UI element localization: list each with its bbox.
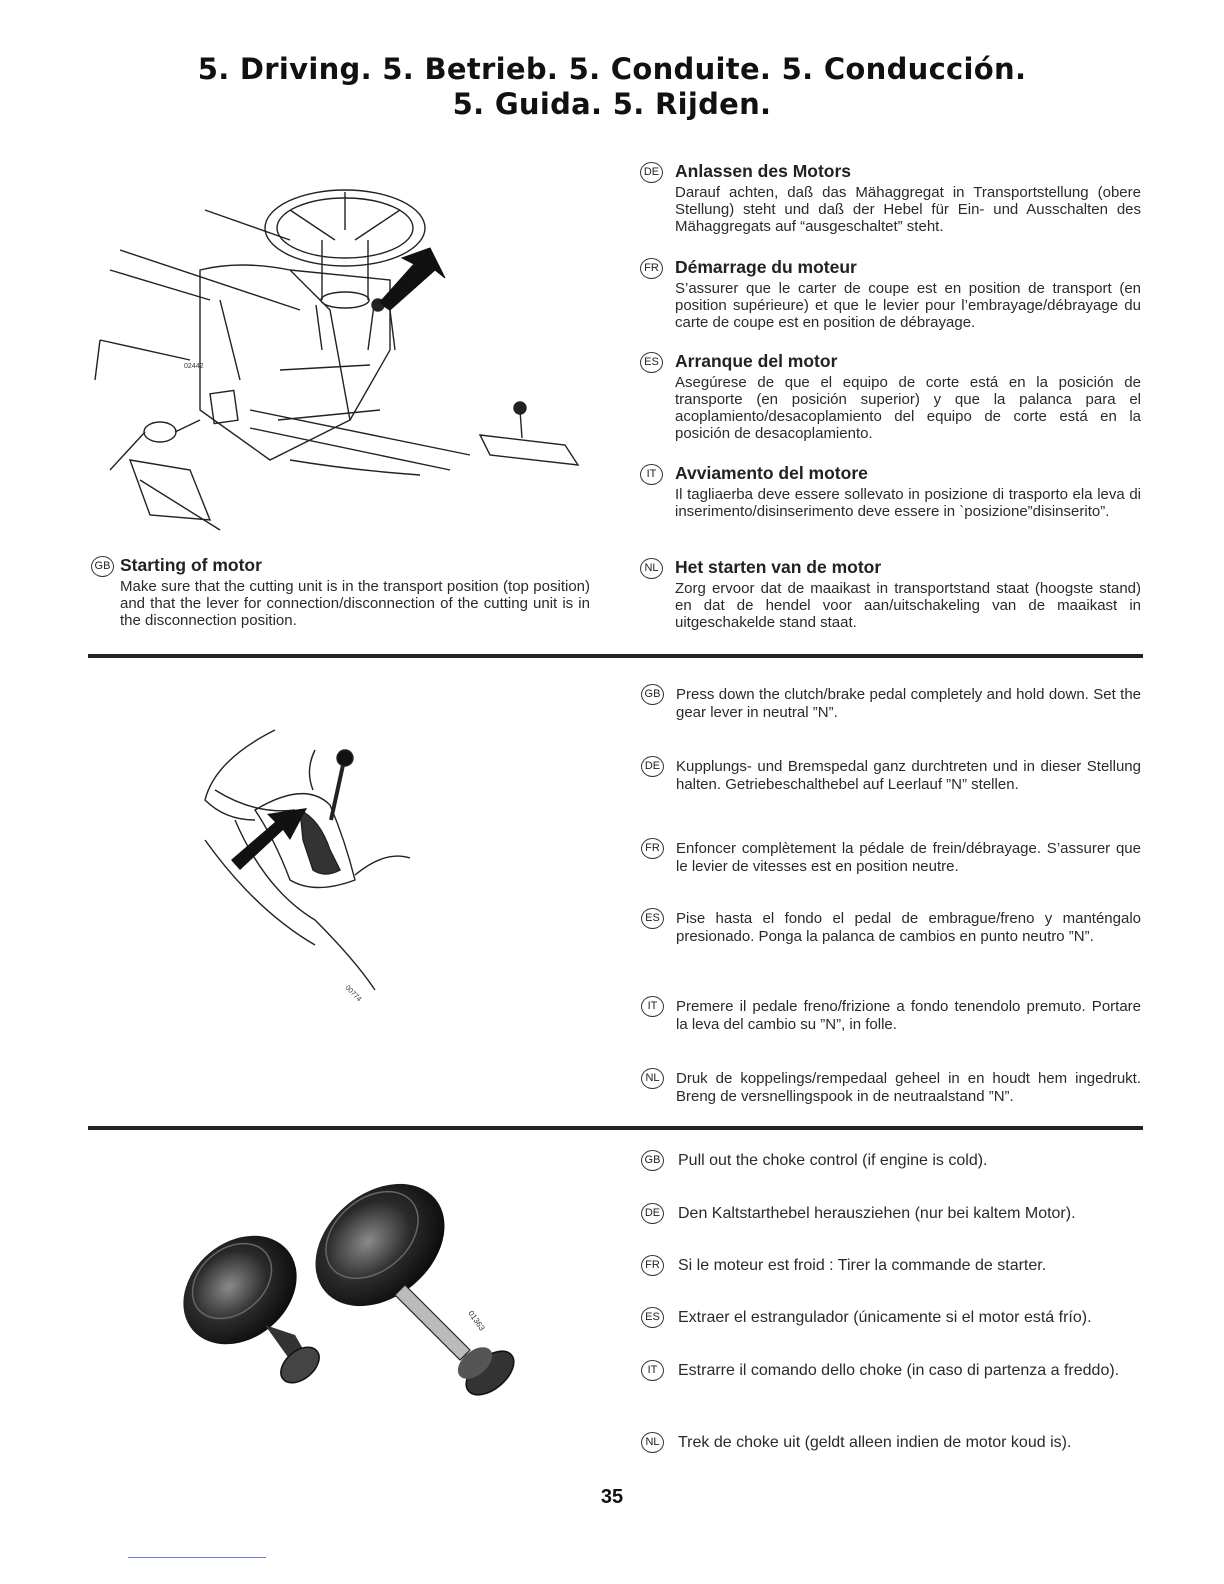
de-heading: Anlassen des Motors xyxy=(675,161,852,181)
language-badge-de: DE xyxy=(641,756,664,777)
gb-text: Make sure that the cutting unit is in the transport position (top position) and that the lever for connection/disconnection of the cutting unit is in the disconnection position. xyxy=(120,578,590,629)
language-badge-it: IT xyxy=(641,996,664,1017)
gear-lever-illustration xyxy=(195,730,415,1004)
es-text: Asegúrese de que el equipo de corte está en la posición de transporte (en posición superior) y que la palanca para el acoplamiento/desacoplamiento del equipo de corte está en la posición de desacoplamiento. xyxy=(675,374,1141,442)
fr-instruction-block xyxy=(675,256,1141,331)
figure-code: 01363 xyxy=(466,1308,487,1333)
choke-knob-illustration xyxy=(170,1195,540,1405)
nl-instruction-block xyxy=(675,556,1141,631)
step-fr: Enfoncer complètement la pédale de frein/débrayage. S’assurer que le levier de vitesses est en position neutre. xyxy=(676,840,1141,875)
step-it: Estrarre il comando dello choke (in caso di partenza a freddo). xyxy=(678,1362,1120,1379)
it-heading: Avviamento del motore xyxy=(675,463,868,483)
language-badge-es: ES xyxy=(641,1307,664,1328)
language-badge-it: IT xyxy=(640,464,663,485)
step-de: Den Kaltstarthebel herausziehen (nur bei kaltem Motor). xyxy=(678,1205,1076,1222)
de-text: Darauf achten, daß das Mähaggregat in Transportstellung (obere Stellung) steht und daß der Hebel für Ein- und Ausschalten des Mähaggregats auf “ausgeschaltet” steht. xyxy=(675,184,1141,235)
page-title-line-2: 5. Guida. 5. Rijden. xyxy=(452,87,772,121)
gb-instruction-block xyxy=(120,554,590,629)
section-divider xyxy=(88,654,1143,658)
fr-heading: Démarrage du moteur xyxy=(675,257,857,277)
page-number: 35 xyxy=(600,1486,624,1508)
step-gb: Pull out the choke control (if engine is cold). xyxy=(678,1152,988,1169)
language-badge-es: ES xyxy=(641,908,664,929)
language-badge-fr: FR xyxy=(641,838,664,859)
fr-text: S’assurer que le carter de coupe est en position de transport (en position supérieure) et que le levier pour l’embrayage/débrayage du carte de coupe est en position de débrayage. xyxy=(675,280,1141,331)
step-fr: Si le moteur est froid : Tirer la commande de starter. xyxy=(678,1257,1047,1274)
es-instruction-block xyxy=(675,350,1141,442)
language-badge-it: IT xyxy=(641,1360,664,1381)
it-instruction-block xyxy=(675,462,1141,520)
footer-rule xyxy=(128,1557,266,1558)
language-badge-nl: NL xyxy=(640,558,663,579)
choke-knob-pushed-in xyxy=(162,1213,326,1389)
figure-code: 00774 xyxy=(343,984,363,1004)
step-es: Extraer el estrangulador (únicamente si el motor está frío). xyxy=(678,1309,1092,1326)
step-es: Pise hasta el fondo el pedal de embrague/freno y manténgalo presionado. Ponga la palanca de cambios en punto neutro ”N”. xyxy=(676,910,1141,945)
step-nl: Trek de choke uit (geldt alleen indien de motor koud is). xyxy=(678,1434,1072,1451)
language-badge-gb: GB xyxy=(641,1150,664,1171)
steering-column-illustration xyxy=(90,170,600,550)
nl-text: Zorg ervoor dat de maaikast in transportstand staat (hoogste stand) en dat de hendel voor aan/uitschakeling van de maaikast in uitgeschakelde stand staat. xyxy=(675,580,1141,631)
step-it: Premere il pedale freno/frizione a fondo tenendolo premuto. Portare la leva del cambio su ”N”, in folle. xyxy=(676,998,1141,1033)
es-heading: Arranque del motor xyxy=(675,351,838,371)
step-de: Kupplungs- und Bremspedal ganz durchtreten und in dieser Stellung halten. Getriebeschalthebel auf Leerlauf ”N” stellen. xyxy=(676,758,1141,793)
language-badge-gb: GB xyxy=(641,684,664,705)
language-badge-de: DE xyxy=(640,162,663,183)
language-badge-es: ES xyxy=(640,352,663,373)
figure-code: 02442 xyxy=(184,363,204,370)
language-badge-nl: NL xyxy=(641,1068,664,1089)
step-gb: Press down the clutch/brake pedal completely and hold down. Set the gear lever in neutral ”N”. xyxy=(676,686,1141,721)
section-divider xyxy=(88,1126,1143,1130)
language-badge-de: DE xyxy=(641,1203,664,1224)
language-badge-nl: NL xyxy=(641,1432,664,1453)
language-badge-fr: FR xyxy=(641,1255,664,1276)
choke-knob-pulled-out xyxy=(291,1159,521,1403)
language-badge-gb: GB xyxy=(91,556,114,577)
gb-heading: Starting of motor xyxy=(120,555,262,575)
de-instruction-block xyxy=(675,160,1141,235)
it-text: Il tagliaerba deve essere sollevato in posizione di trasporto ela leva di inserimento/disinserimento deve essere in `posizione”disinserito”. xyxy=(675,486,1141,520)
nl-heading: Het starten van de motor xyxy=(675,557,882,577)
step-nl: Druk de koppelings/rempedaal geheel in en houdt hem ingedrukt. Breng de versnellingspook in de neutraalstand ”N”. xyxy=(676,1070,1141,1105)
language-badge-fr: FR xyxy=(640,258,663,279)
page-title-line-1: 5. Driving. 5. Betrieb. 5. Conduite. 5. Conducción. xyxy=(197,52,1027,86)
